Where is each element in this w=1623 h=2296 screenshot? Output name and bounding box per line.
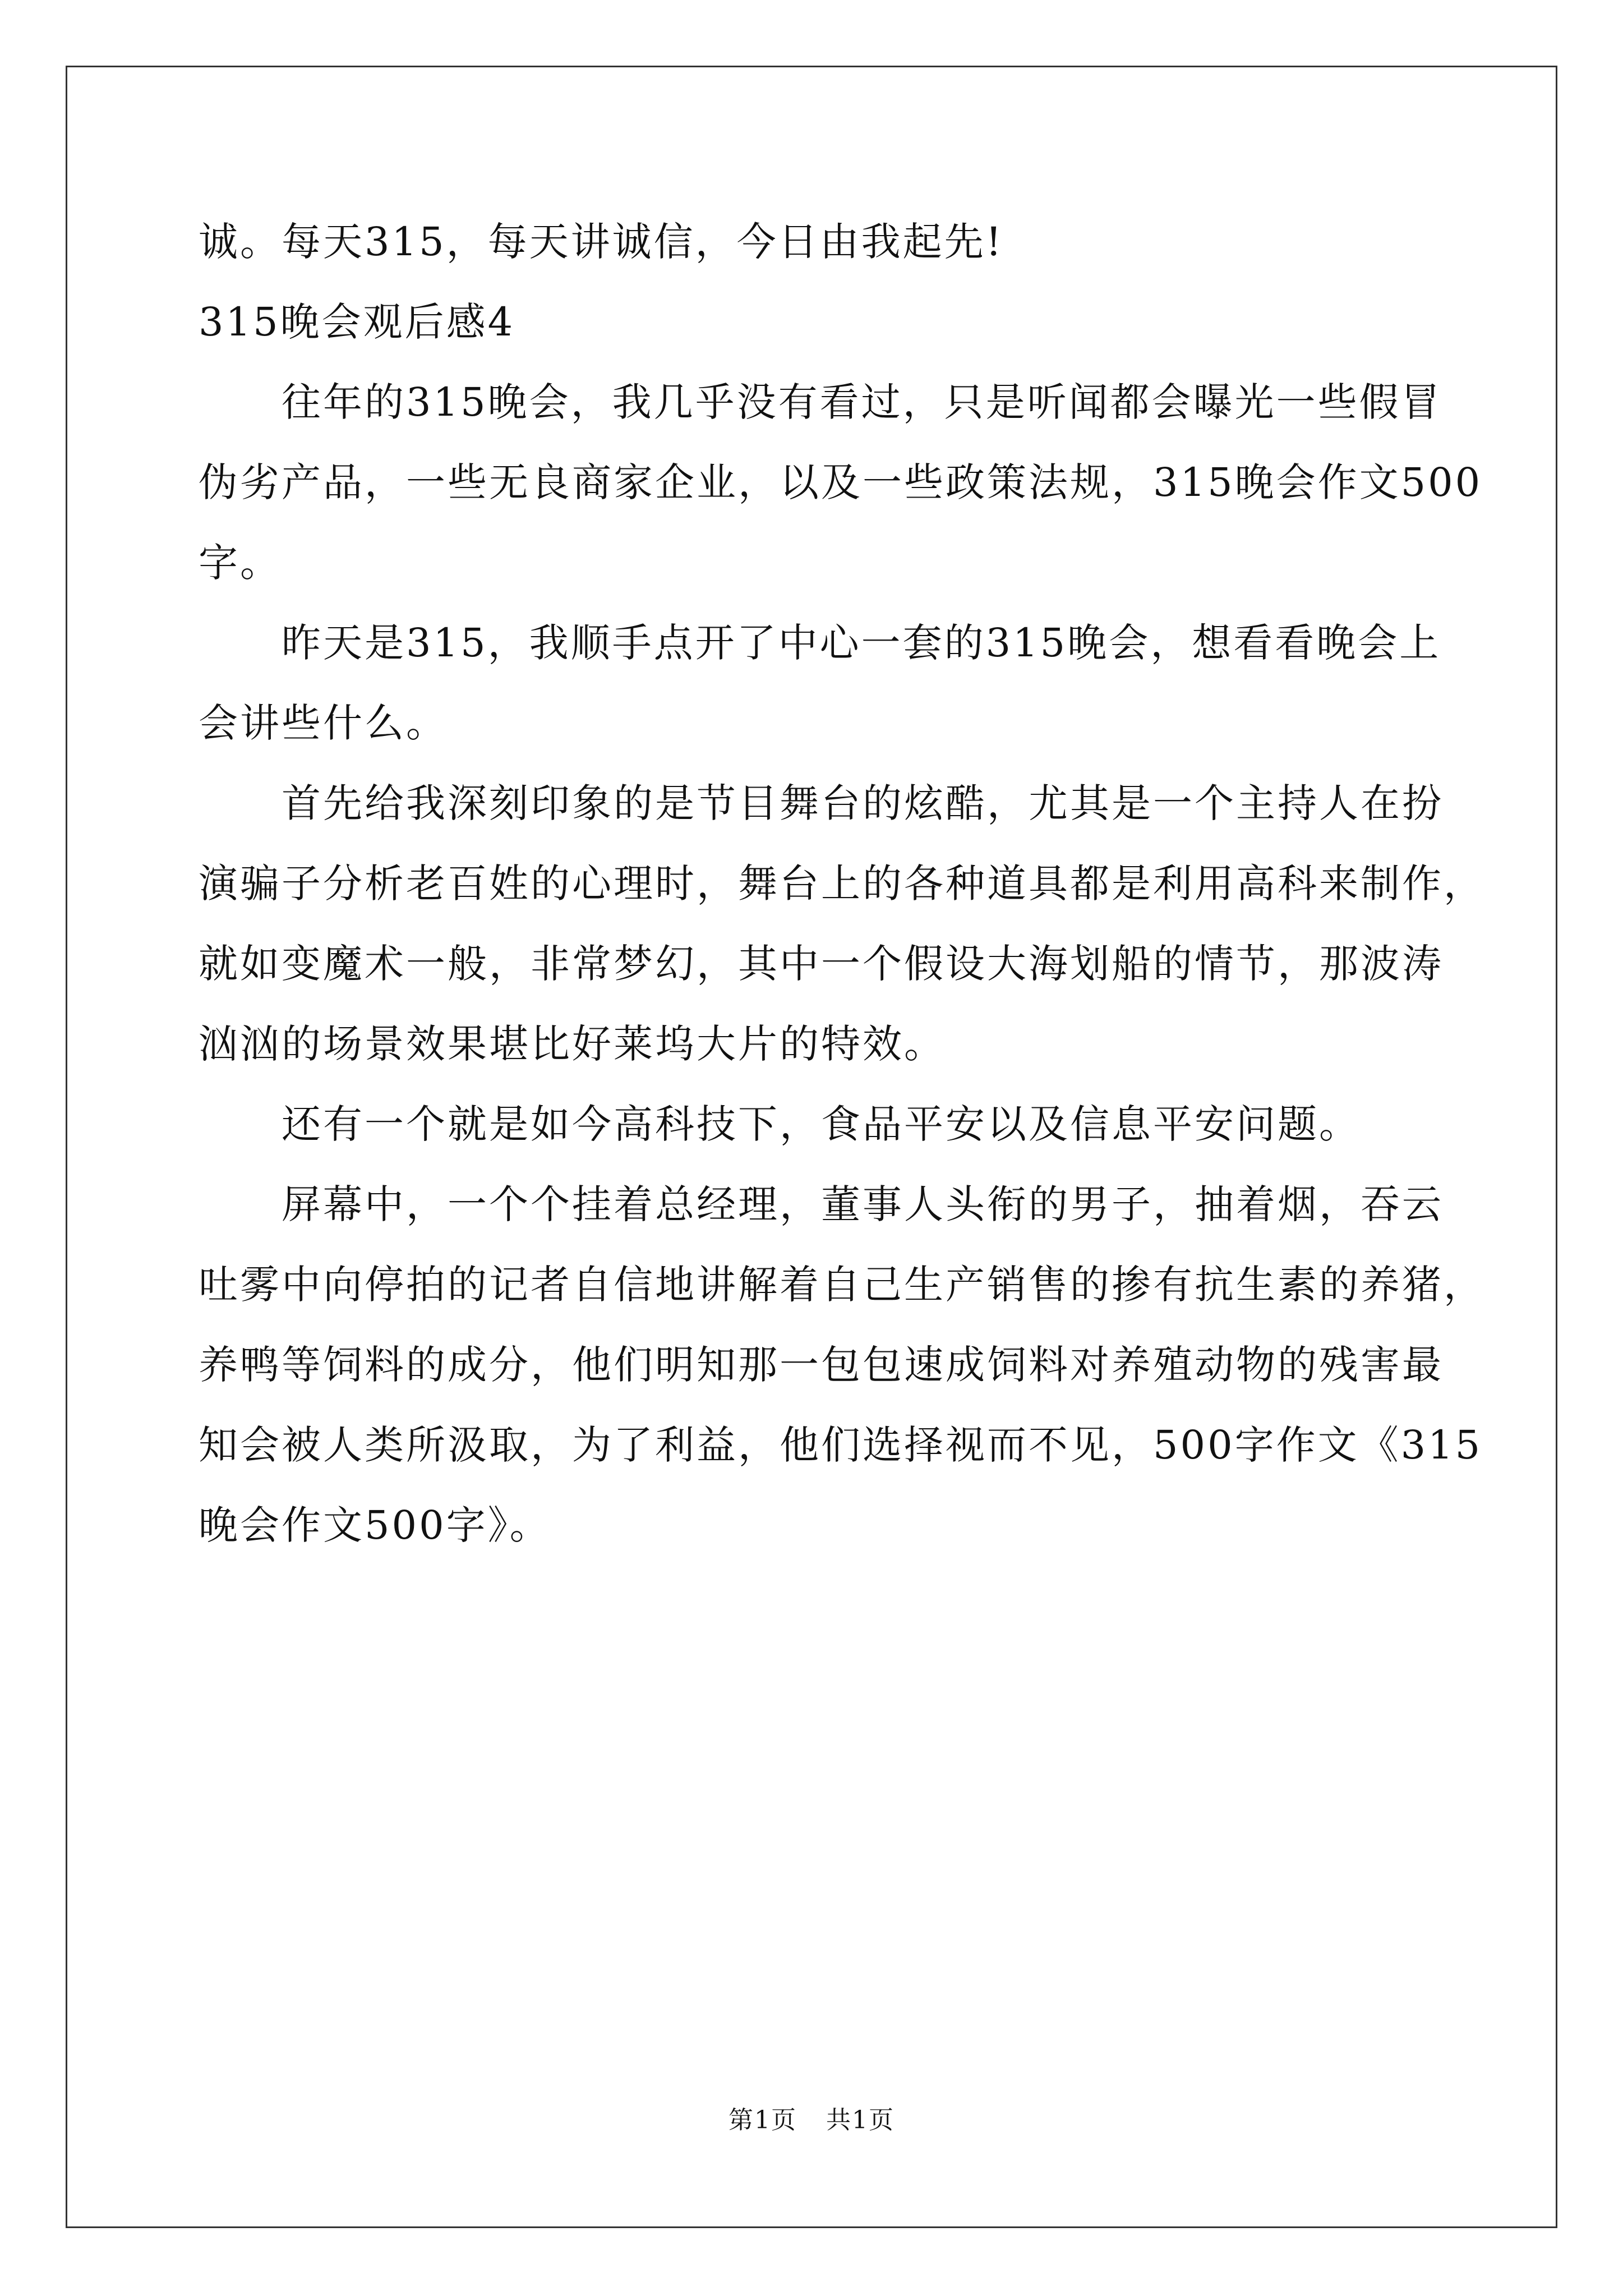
- text-line: 还有一个就是如今高科技下，食品平安以及信息平安问题。: [282, 1101, 1361, 1147]
- section-title: 315晚会观后感4: [199, 299, 515, 345]
- page-footer: [0, 2104, 1623, 2137]
- text-line: 昨天是315，我顺手点开了中心一套的315晚会，想看看晚会上: [282, 620, 1441, 666]
- page-number-total: 共1页: [826, 2106, 895, 2134]
- text-line: 往年的315晚会，我几乎没有看过，只是听闻都会曝光一些假冒: [282, 379, 1442, 425]
- text-line: 首先给我深刻印象的是节目舞台的炫酷，尤其是一个主持人在扮: [282, 780, 1444, 826]
- text-line: 晚会作文500字》。: [199, 1502, 551, 1548]
- text-line: 伪劣产品，一些无良商家企业，以及一些政策法规，315晚会作文500: [199, 459, 1483, 505]
- text-line: 汹汹的场景效果堪比好莱坞大片的特效。: [199, 1021, 946, 1067]
- text-line: 吐雾中向停拍的记者自信地讲解着自己生产销售的掺有抗生素的养猪，: [199, 1262, 1485, 1308]
- text-line: 演骗子分析老百姓的心理时，舞台上的各种道具都是利用高科来制作，: [199, 861, 1485, 907]
- page-number-current: 第1页: [728, 2106, 797, 2134]
- document-body: [199, 202, 1485, 1566]
- text-line: 就如变魔术一般，非常梦幻，其中一个假设大海划船的情节，那波涛: [199, 941, 1444, 987]
- text-line: 会讲些什么。: [199, 700, 448, 746]
- text-line: 屏幕中，一个个挂着总经理，董事人头衔的男子，抽着烟，吞云: [282, 1181, 1444, 1227]
- text-line: 诚。每天315，每天讲诚信，今日由我起先!: [199, 219, 1004, 265]
- text-line: 养鸭等饲料的成分，他们明知那一包包速成饲料对养殖动物的残害最: [199, 1342, 1444, 1388]
- text-line: 字。: [199, 540, 282, 586]
- text-line: 知会被人类所汲取，为了利益，他们选择视而不见，500字作文《315: [199, 1422, 1483, 1468]
